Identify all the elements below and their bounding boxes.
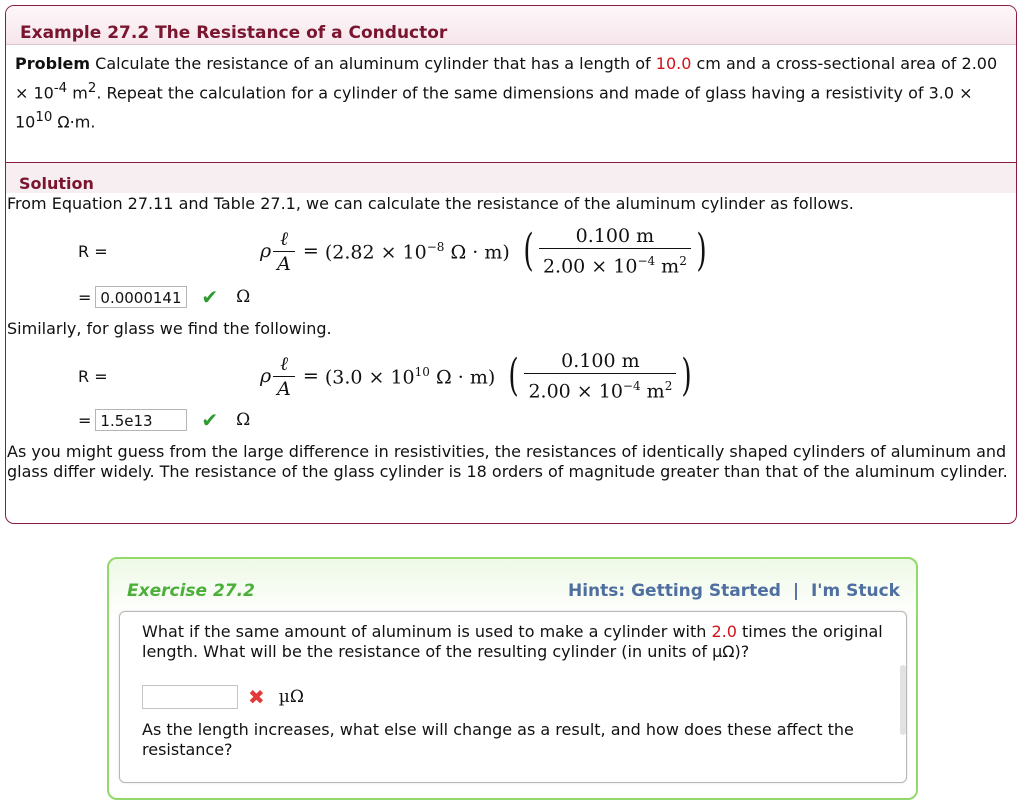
example-title: Example 27.2 The Resistance of a Conductor bbox=[20, 23, 448, 43]
area-symbol: A bbox=[273, 376, 295, 401]
hints-label: Hints: bbox=[567, 581, 626, 601]
problem-text: Ω·m. bbox=[52, 112, 96, 132]
micro-ohm-unit: µΩ bbox=[278, 687, 304, 707]
equals-sign: = bbox=[302, 365, 319, 388]
r-label-1: R = bbox=[78, 242, 108, 261]
solution-intro: From Equation 27.11 and Table 27.1, we can calculate the resistance of the aluminum cylinder as follows. bbox=[7, 194, 854, 213]
l-over-a bbox=[273, 352, 295, 401]
ohm-unit: Ω bbox=[236, 287, 251, 307]
length-value: 10.0 bbox=[655, 54, 692, 73]
exercise-answer-input[interactable] bbox=[142, 685, 238, 709]
cross-icon: ✖ bbox=[248, 685, 265, 709]
problem-statement bbox=[15, 51, 1005, 135]
length-symbol: ℓ bbox=[280, 352, 288, 375]
scrollbar[interactable] bbox=[900, 665, 906, 735]
problem-label: Problem bbox=[15, 54, 91, 73]
answer-field-aluminum[interactable]: 0.0000141 bbox=[95, 286, 187, 308]
denominator: $2.00 \times 10^{-4}$ $m^2$ bbox=[524, 373, 676, 403]
right-paren: ) bbox=[681, 350, 693, 402]
l-over-a bbox=[273, 227, 295, 276]
answer-row-2 bbox=[78, 408, 250, 432]
denominator: $2.00 \times 10^{-4}$ $m^2$ bbox=[539, 248, 691, 278]
equals-sign: = bbox=[78, 410, 92, 430]
length-symbol: ℓ bbox=[280, 227, 288, 250]
hint-separator: | bbox=[792, 581, 800, 601]
left-paren: ( bbox=[523, 225, 534, 277]
equals-sign: = bbox=[302, 240, 319, 263]
problem-text: m bbox=[67, 83, 88, 103]
solution-title: Solution bbox=[19, 174, 94, 193]
area-symbol: A bbox=[273, 251, 295, 276]
similarly-text: Similarly, for glass we find the following. bbox=[7, 319, 332, 338]
exponent: -4 bbox=[53, 81, 68, 96]
hints-bar bbox=[568, 581, 900, 601]
resistivity-factor: ($3.0 \times 10^{10}$ Ω · m) bbox=[324, 364, 496, 388]
solution-header bbox=[6, 163, 1016, 193]
exercise-panel bbox=[107, 557, 918, 800]
example-panel bbox=[5, 5, 1017, 524]
hint-getting-started-link[interactable]: Getting Started bbox=[631, 581, 781, 601]
check-icon: ✔ bbox=[201, 285, 219, 309]
exercise-body bbox=[119, 611, 907, 783]
exponent: 2 bbox=[87, 81, 97, 96]
exponent: 10 bbox=[35, 110, 53, 126]
equation-aluminum bbox=[260, 224, 710, 278]
right-paren: ) bbox=[696, 225, 707, 277]
equation-glass bbox=[260, 349, 696, 403]
conclusion-text: As you might guess from the large difference in resistivities, the resistances of identically shaped cylinders of aluminum and glass differ widely. The resistance of the glass cylinder is 18 orders of magnitude greater than that of the aluminum cylinder. bbox=[7, 442, 1008, 481]
numerator: 0.100 m bbox=[575, 225, 655, 247]
numerator: 0.100 m bbox=[561, 350, 640, 372]
rho-symbol: ρ bbox=[260, 240, 272, 263]
left-paren: ( bbox=[508, 350, 520, 402]
ohm-unit: Ω bbox=[236, 410, 251, 430]
check-icon: ✔ bbox=[201, 408, 219, 432]
problem-text: cm and a cross-sectional area of 2.00 × 10 bbox=[15, 54, 998, 103]
resistivity-factor: ($2.82 \times 10^{-8}$ Ω · m) bbox=[324, 239, 510, 263]
equals-sign: = bbox=[78, 287, 92, 307]
dimension-fraction bbox=[539, 224, 691, 278]
problem-text: . Repeat the calculation for a cylinder of the same dimensions and made of glass having a resistivity of 3.0 × 10 bbox=[15, 83, 973, 132]
r-label-2: R = bbox=[78, 367, 108, 386]
problem-text: Calculate the resistance of an aluminum cylinder that has a length of bbox=[90, 54, 656, 73]
exercise-title: Exercise 27.2 bbox=[127, 581, 255, 601]
answer-row-1 bbox=[78, 285, 250, 309]
answer-field-glass[interactable]: 1.5e13 bbox=[95, 409, 187, 431]
dimension-fraction bbox=[524, 349, 676, 403]
exercise-answer-row bbox=[142, 685, 304, 709]
hint-im-stuck-link[interactable]: I'm Stuck bbox=[810, 581, 900, 601]
exercise-question-1: What if the same amount of aluminum is used to make a cylinder with 2.0 times the original length. What will be the resistance of the resulting cylinder (in units of µΩ)? bbox=[142, 622, 883, 661]
rho-symbol: ρ bbox=[260, 365, 272, 388]
exercise-question-2: As the length increases, what else will change as a result, and how does these affect the resistance? bbox=[142, 720, 854, 759]
length-multiplier: 2.0 bbox=[711, 622, 737, 641]
